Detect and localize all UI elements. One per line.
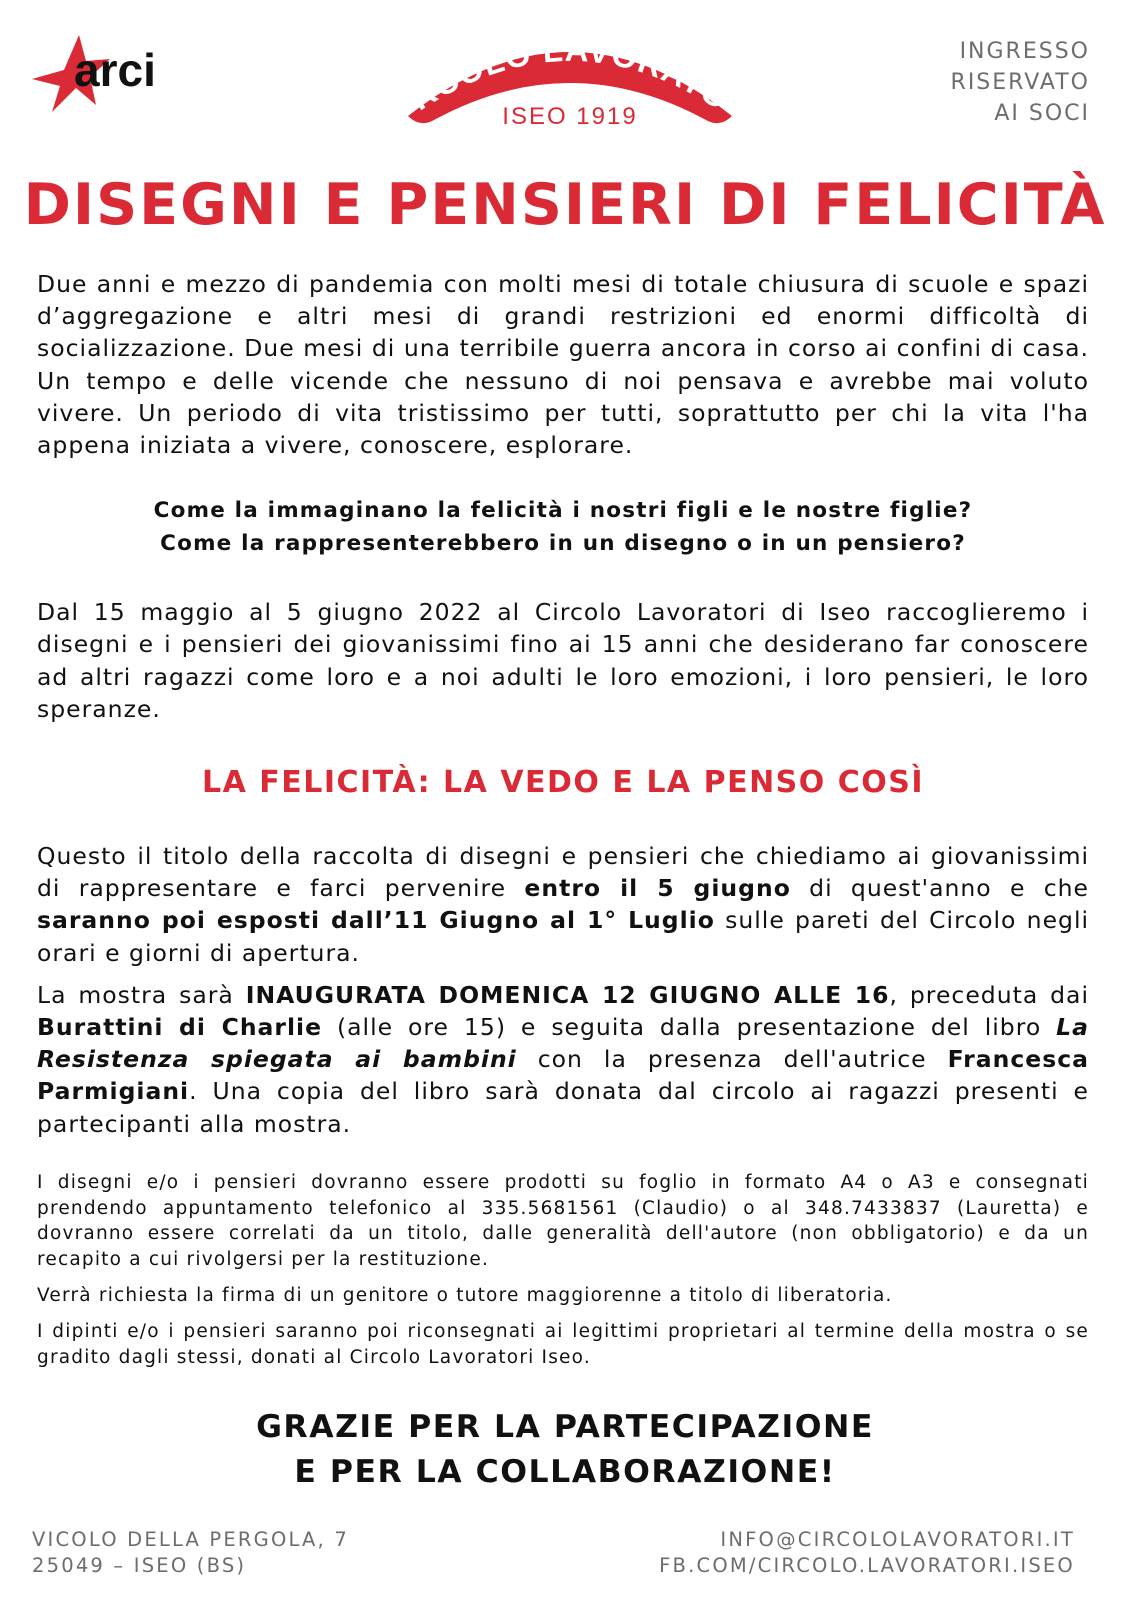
text-run: Questo il titolo della raccolta di disegni e pensieri che chiediamo ai giovanissimi di rappresentare e farci pervenire	[37, 842, 1089, 903]
inauguration-paragraph	[37, 979, 1089, 1140]
thanks-line: E PER LA COLLABORAZIONE!	[294, 1454, 836, 1490]
arci-logo	[30, 30, 170, 125]
logo-banner-text: RCOLO LAVORATO	[403, 30, 737, 118]
address-line: 25049 – ISEO (BS)	[32, 1554, 247, 1577]
puppets-text: Burattini di Charlie	[37, 1013, 323, 1042]
logo-subtitle: ISEO 1919	[502, 103, 638, 130]
members-only-notice	[951, 36, 1090, 129]
text-run: di quest'anno e che	[790, 874, 1089, 903]
consent-note: Verrà richiesta la firma di un genitore o tutore maggiorenne a titolo di liberatoria.	[37, 1285, 893, 1307]
question-line: Come la rappresenterebbero in un disegno o in un pensiero?	[160, 530, 966, 556]
email-link[interactable]: INFO@CIRCOLOLAVORATORI.IT	[720, 1528, 1075, 1551]
arci-logo-text: arci	[74, 44, 156, 96]
inauguration-text: INAUGURATA DOMENICA 12 GIUGNO ALLE 16	[245, 980, 890, 1009]
exhibition-dates-text: saranno poi esposti dall’11 Giugno al 1° Luglio	[37, 906, 715, 935]
question-line: Come la immaginano la felicità i nostri figli e le nostre figlie?	[153, 498, 973, 524]
exhibition-paragraph	[37, 840, 1089, 969]
thanks-line: GRAZIE PER LA PARTECIPAZIONE	[256, 1409, 874, 1445]
text-run: , preceduta dai	[889, 980, 1089, 1009]
collection-paragraph: Dal 15 maggio al 5 giugno 2022 al Circolo Lavoratori di Iseo raccoglieremo i disegni e i pensieri dei giovanissimi fino ai 15 anni che desiderano far conoscere ad altri ragazzi come loro e a noi adulti le loro emozioni, i loro pensieri, le loro speranze.	[37, 598, 1089, 723]
main-content	[37, 268, 1089, 1370]
notice-line: INGRESSO	[959, 39, 1090, 64]
author-name: Francesca Parmigiani	[37, 1045, 1089, 1106]
footer-address	[32, 1527, 349, 1579]
submission-note: I disegni e/o i pensieri dovranno essere prodotti su foglio in formato A4 o A3 e consegnati prendendo appuntamento telefonico al 335.5681561 (Claudio) o al 348.7433837 (Lauretta) e dovranno essere correlati da un titolo, dalle generalità dell'autore (non obbligatorio) e da un recapito a cui rivolgersi per la restituzione.	[37, 1171, 1089, 1271]
facebook-link[interactable]: FB.COM/CIRCOLO.LAVORATORI.ISEO	[659, 1554, 1075, 1577]
circolo-lavoratori-logo	[400, 28, 740, 138]
address-line: VICOLO DELLA PERGOLA, 7	[32, 1528, 349, 1551]
text-run: . Una copia del libro sarà donata dal circolo ai ragazzi presenti e partecipanti alla mostra.	[37, 1077, 1089, 1138]
notice-line: RISERVATO	[950, 70, 1090, 95]
notice-line: AI SOCI	[994, 101, 1090, 126]
deadline-text: entro il 5 giugno	[524, 874, 791, 903]
intro-paragraph: Due anni e mezzo di pandemia con molti mesi di totale chiusura di scuole e spazi d’aggregazione e altri mesi di grandi restrizioni ed enormi difficoltà di socializzazione. Due mesi di una terribile guerra ancora in corso ai confini di casa. Un tempo e delle vicende che nessuno di noi pensava e avrebbe mai voluto vivere. Un periodo di vita tristissimo per tutti, soprattutto per chi la vita l'ha appena iniziata a vivere, conoscere, esplorare.	[37, 270, 1089, 460]
footer-contacts	[659, 1527, 1075, 1579]
book-title: La Resistenza spiegata ai bambini	[37, 1013, 1089, 1074]
text-run: con la presenza dell'autrice	[516, 1045, 948, 1074]
text-run: sulle pareti del Circolo negli orari e giorni di apertura.	[37, 906, 1090, 967]
text-run: La mostra sarà	[37, 980, 246, 1009]
page-title: DISEGNI E PENSIERI DI FELICITÀ	[23, 172, 1107, 238]
return-note: I dipinti e/o i pensieri saranno poi riconsegnati ai legittimi proprietari al termine della mostra o se gradito dagli stessi, donati al Circolo Lavoratori Iseo.	[37, 1320, 1089, 1368]
section-subtitle: LA FELICITÀ: LA VEDO E LA PENSO COSÌ	[201, 765, 925, 801]
thanks-message	[0, 1405, 1130, 1495]
text-run: (alle ore 15) e seguita dalla presentazione del libro	[322, 1013, 1057, 1042]
header	[0, 0, 1130, 150]
